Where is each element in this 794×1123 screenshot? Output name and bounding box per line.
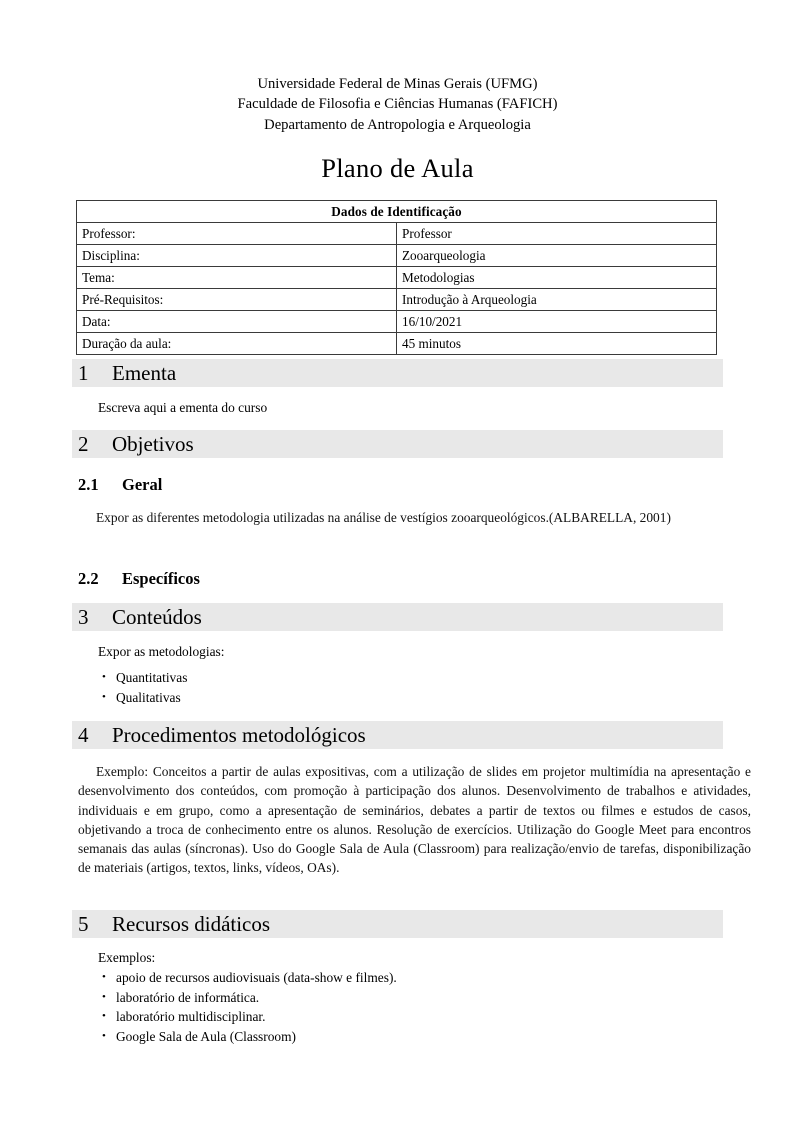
table-cell-value: Metodologias xyxy=(397,267,717,289)
list-item xyxy=(100,688,187,708)
table-cell-value: Zooarqueologia xyxy=(397,245,717,267)
table-cell-label: Data: xyxy=(77,311,397,333)
section-heading-procedimentos xyxy=(72,721,723,749)
list-item-label: Qualitativas xyxy=(116,689,181,705)
bullet-icon: • xyxy=(102,1029,106,1042)
table-cell-label: Professor: xyxy=(77,223,397,245)
section-title: Conteúdos xyxy=(112,605,202,629)
bullet-icon: • xyxy=(102,690,106,703)
conteudos-list xyxy=(100,668,187,707)
page-title: Plano de Aula xyxy=(321,153,474,183)
identification-table-wrapper xyxy=(76,200,717,355)
table-row xyxy=(77,245,717,267)
list-item xyxy=(100,988,397,1008)
bullet-icon: • xyxy=(102,1010,106,1023)
table-row xyxy=(77,267,717,289)
list-item xyxy=(100,1027,397,1047)
institution-line-university: Universidade Federal de Minas Gerais (UFMG) xyxy=(257,76,538,92)
table-row xyxy=(77,333,717,355)
institution-line-faculty: Faculdade de Filosofia e Ciências Humanas (FAFICH) xyxy=(237,96,558,113)
recursos-intro-text: Exemplos: xyxy=(98,950,156,965)
section-number: 3 xyxy=(78,605,89,629)
bullet-icon: • xyxy=(102,971,106,983)
list-item xyxy=(100,668,187,688)
table-cell-label: Disciplina: xyxy=(77,245,397,267)
table-cell-label: Pré-Requisitos: xyxy=(77,289,397,311)
section-title: Objetivos xyxy=(112,432,194,456)
table-row xyxy=(77,289,717,311)
bullet-icon: • xyxy=(102,671,106,683)
subsection-heading-especificos xyxy=(72,568,723,590)
section-number: 2 xyxy=(78,432,89,456)
recursos-list xyxy=(100,968,397,1046)
section-heading-objetivos xyxy=(72,430,723,458)
table-cell-label: Tema: xyxy=(77,267,397,289)
subsection-heading-geral xyxy=(72,474,723,496)
identification-table xyxy=(76,200,717,355)
procedimentos-body-text: Exemplo: Conceitos a partir de aulas expositivas, com a utilização de slides em projetor multimídia na apresentação e desenvolvimento dos conteúdos, com promoção à participação dos alunos. Desenvolvimento de trabalhos e atividades, individuais e em grupo, como a apresentação de seminários, debates a partir de textos ou filmes e estudos de casos, objetivando a troca de conhecimento entre os alunos. Resolução de exercícios. Utilização do Google Meet para encontros semanais das aulas (síncronas). Uso do Google Sala de Aula (Classroom) para realização/envio de tarefas, disponibilização de materiais (artigos, textos, links, vídeos, OAs). xyxy=(78,764,751,876)
list-item-label: Google Sala de Aula (Classroom) xyxy=(116,1028,296,1044)
table-cell-label: Duração da aula: xyxy=(77,333,397,355)
bullet-icon: • xyxy=(102,990,106,1003)
section-heading-recursos xyxy=(72,910,723,938)
institution-line-department: Departamento de Antropologia e Arqueologia xyxy=(264,116,531,133)
list-item-label: laboratório multidisciplinar. xyxy=(116,1009,266,1025)
ementa-body-text: Escreva aqui a ementa do curso xyxy=(98,400,268,415)
section-number: 4 xyxy=(78,723,89,747)
subsection-number: 2.2 xyxy=(78,569,99,588)
geral-body-text: Expor as diferentes metodologia utilizadas na análise de vestígios zooarqueológicos.(ALBARELLA, 2001) xyxy=(96,510,671,525)
subsection-number: 2.1 xyxy=(78,475,99,494)
list-item-label: apoio de recursos audiovisuais (data-show e filmes). xyxy=(116,970,397,985)
conteudos-intro-text: Expor as metodologias: xyxy=(98,644,225,659)
table-cell-value: Introdução à Arqueologia xyxy=(397,289,717,311)
list-item xyxy=(100,968,397,988)
table-cell-value: 45 minutos xyxy=(397,333,717,355)
section-title: Recursos didáticos xyxy=(112,912,271,936)
list-item-label: Quantitativas xyxy=(116,670,188,685)
table-header-cell: Dados de Identificação xyxy=(77,201,717,223)
section-heading-ementa xyxy=(72,359,723,387)
institution-header xyxy=(72,74,723,135)
subsection-title: Específicos xyxy=(122,569,200,588)
section-title: Procedimentos metodológicos xyxy=(112,723,366,747)
list-item xyxy=(100,1007,397,1027)
table-row xyxy=(77,223,717,245)
subsection-title: Geral xyxy=(122,475,163,494)
section-title: Ementa xyxy=(112,361,177,385)
section-number: 5 xyxy=(78,912,89,936)
section-number: 1 xyxy=(78,361,89,385)
table-row xyxy=(77,311,717,333)
table-cell-value: Professor xyxy=(397,223,717,245)
list-item-label: laboratório de informática. xyxy=(116,989,260,1005)
section-heading-conteudos xyxy=(72,603,723,631)
table-header-row xyxy=(77,201,717,223)
table-cell-value: 16/10/2021 xyxy=(397,311,717,333)
